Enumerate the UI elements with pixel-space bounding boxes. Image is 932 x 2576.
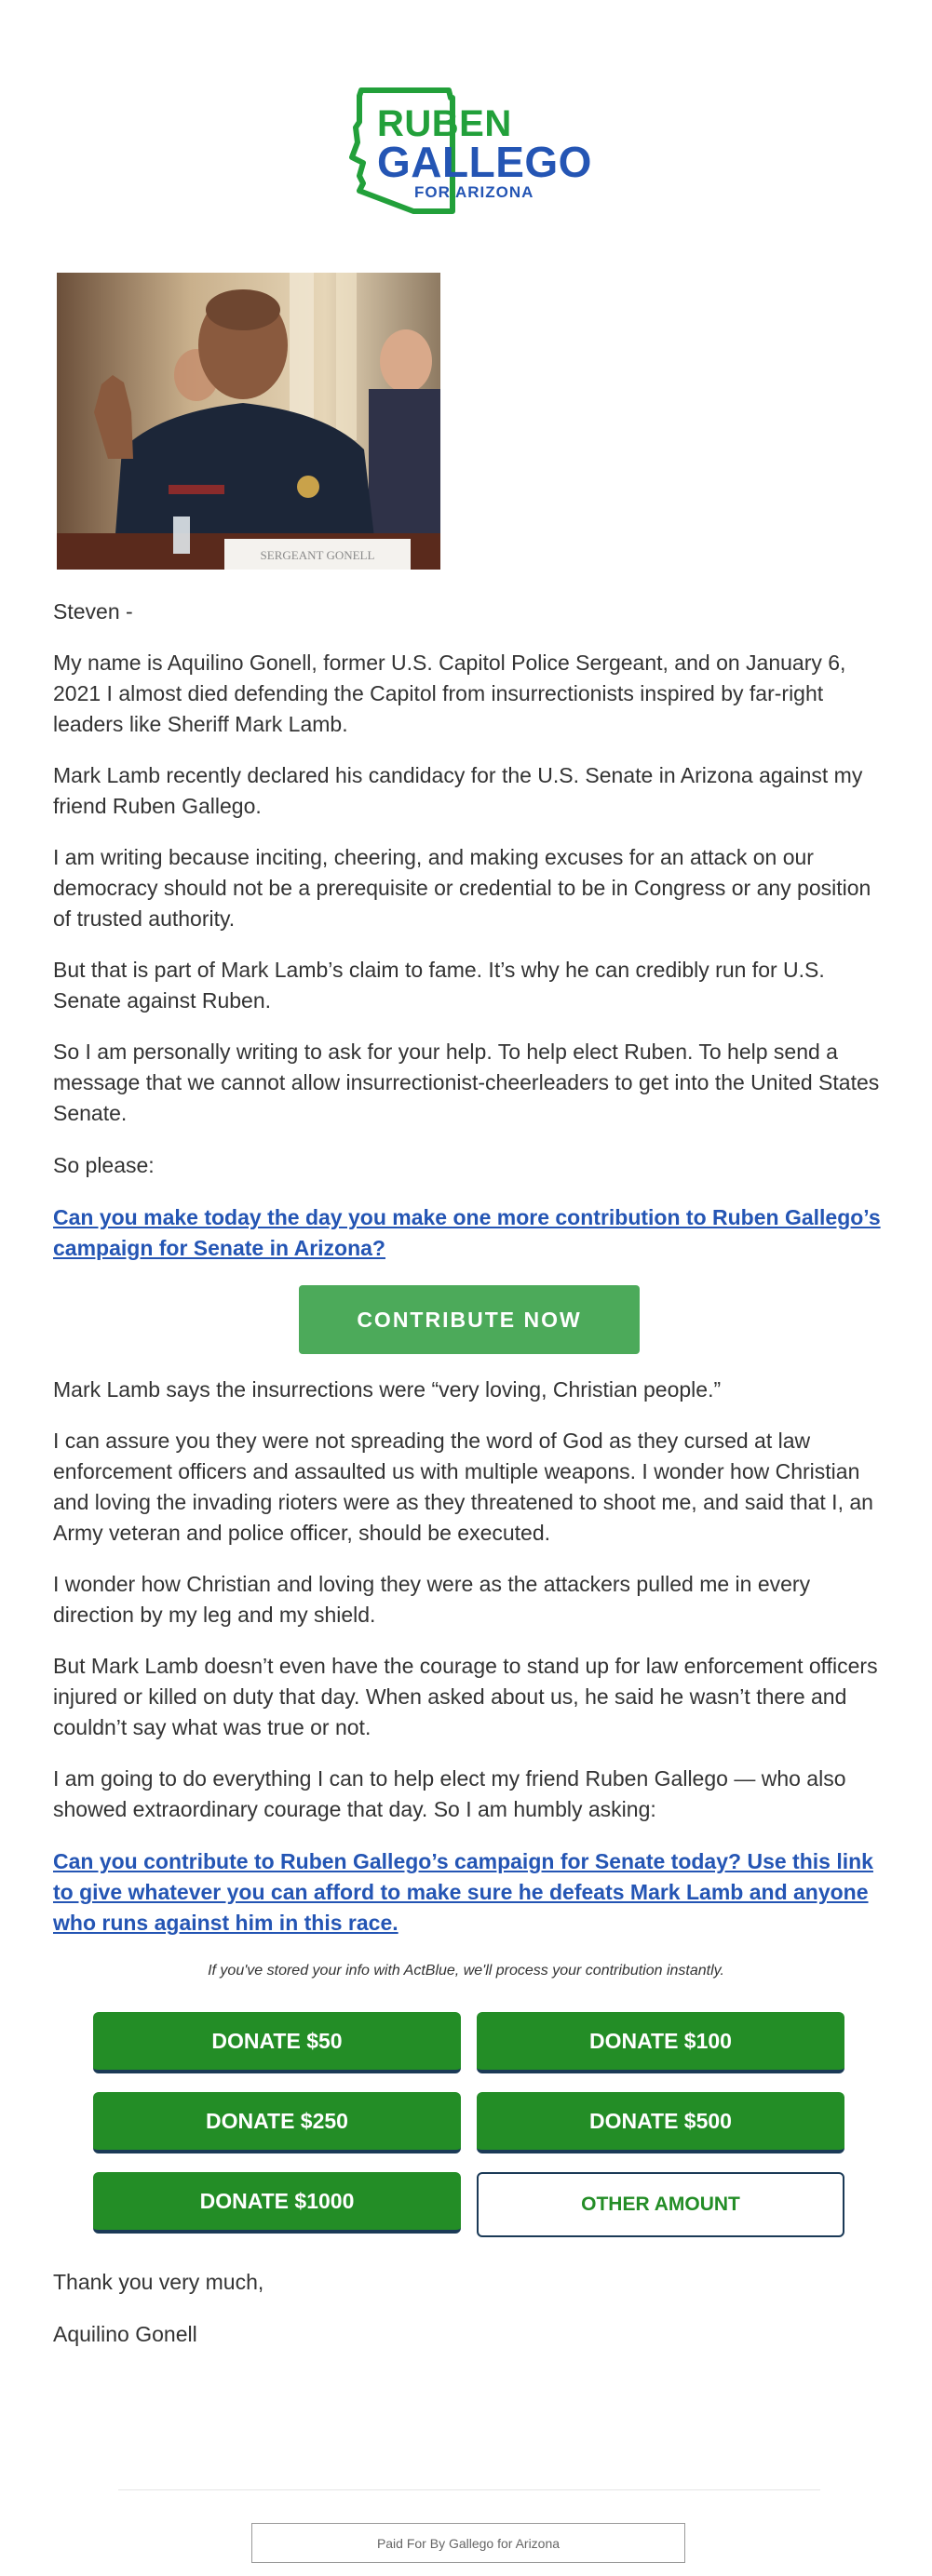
contribute-now-button[interactable]: CONTRIBUTE NOW (299, 1285, 640, 1354)
actblue-note: If you've stored your info with ActBlue, we'll process your contribution instantly. (208, 1963, 724, 1979)
paragraph-so-please: So please: (53, 1153, 155, 1177)
signature: Aquilino Gonell (53, 2322, 197, 2346)
contribution-link-1[interactable]: Can you make today the day you make one more contribution to Ruben Gallego’s campaign for Senate in Arizona? (53, 1205, 881, 1260)
paragraph-reason: I am writing because inciting, cheering, and making excuses for an attack on our democracy should not be a prerequisite or credential to be in Congress or any position of trusted authority. (53, 845, 871, 931)
paragraph-courage: But Mark Lamb doesn’t even have the courage to stand up for law enforcement officers injured or killed on duty that day. When asked about us, he said he wasn’t there and couldn’t say what was true or not. (53, 1654, 878, 1739)
donate-50-button[interactable]: DONATE $50 (93, 2012, 461, 2073)
paragraph-claim-to-fame: But that is part of Mark Lamb’s claim to fame. It’s why he can credibly run for U.S. Senate against Ruben. (53, 958, 825, 1013)
campaign-logo[interactable] (335, 87, 596, 217)
closing: Thank you very much, (53, 2270, 264, 2294)
other-amount-button[interactable]: OTHER AMOUNT (477, 2172, 844, 2237)
donate-100-button[interactable]: DONATE $100 (477, 2012, 844, 2073)
logo-for-arizona-text: FOR ARIZONA (414, 183, 534, 201)
paid-for-disclaimer: Paid For By Gallego for Arizona (251, 2523, 685, 2563)
paragraph-attackers: I wonder how Christian and loving they were as the attackers pulled me in every direction by my leg and my shield. (53, 1572, 811, 1627)
paragraph-humbly-asking: I am going to do everything I can to help elect my friend Ruben Gallego — who also showed extraordinary courage that day. So I am humbly asking: (53, 1766, 846, 1821)
greeting: Steven - (53, 599, 133, 624)
logo-gallego-text: GALLEGO (377, 138, 592, 186)
footer-divider (118, 2489, 820, 2490)
paragraph-quote: Mark Lamb says the insurrections were “very loving, Christian people.” (53, 1377, 722, 1402)
contribution-link-2[interactable]: Can you contribute to Ruben Gallego’s campaign for Senate today? Use this link to give whatever you can afford to make sure he defeats Mark Lamb and anyone who runs against him in this race. (53, 1849, 873, 1935)
donate-500-button[interactable]: DONATE $500 (477, 2092, 844, 2153)
paragraph-ask: So I am personally writing to ask for your help. To help elect Ruben. To help send a message that we cannot allow insurrectionist-cheerleaders to get into the United States Senate. (53, 1040, 880, 1125)
paragraph-intro: My name is Aquilino Gonell, former U.S. Capitol Police Sergeant, and on January 6, 2021 I almost died defending the Capitol from insurrectionists inspired by far-right leaders like Sheriff Mark Lamb. (53, 651, 846, 736)
donate-250-button[interactable]: DONATE $250 (93, 2092, 461, 2153)
paragraph-candidacy: Mark Lamb recently declared his candidacy for the U.S. Senate in Arizona against my friend Ruben Gallego. (53, 763, 863, 818)
logo-ruben-text: RUBEN (377, 103, 512, 144)
placard-text: SERGEANT GONELL (260, 548, 375, 562)
donate-1000-button[interactable]: DONATE $1000 (93, 2172, 461, 2234)
hero-photo (57, 273, 440, 570)
paragraph-assurance: I can assure you they were not spreading the word of God as they cursed at law enforcement officers and assaulted us with multiple weapons. I wonder how Christian and loving the invading rioters were as they threatened to shoot me, and said that I, an Army veteran and police officer, should be executed. (53, 1429, 873, 1545)
